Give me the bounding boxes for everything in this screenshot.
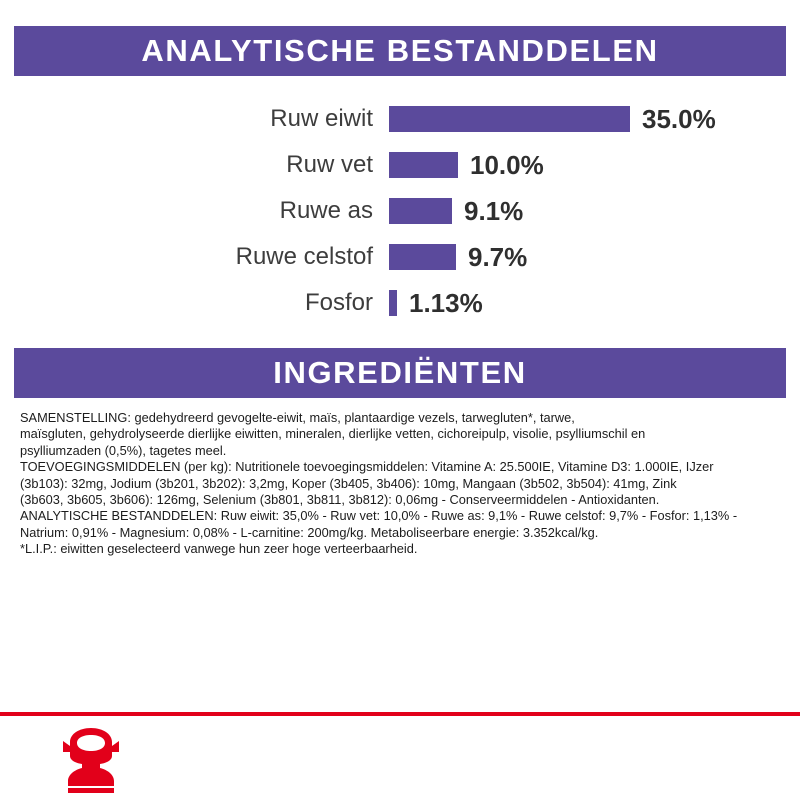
chart-bar-wrapper [389, 242, 786, 273]
ingredients-line: maïsgluten, gehydrolyseerde dierlijke eiwitten, mineralen, dierlijke vetten, cichoreipulp, visolie, psylliumschil en [20, 426, 646, 442]
ingredients-line: *L.I.P.: eiwitten geselecteerd vanwege hun zeer hoge verteerbaarheid. [20, 541, 418, 557]
chart-bar [389, 198, 452, 224]
ingredients-line: Natrium: 0,91% - Magnesium: 0,08% - L-carnitine: 200mg/kg. Metaboliseerbare energie: 3.352kcal/kg. [20, 524, 599, 540]
analytical-constituents-header: ANALYTISCHE BESTANDDELEN [14, 26, 786, 76]
chart-bar [389, 290, 397, 316]
ingredients-line: ANALYTISCHE BESTANDDELEN: Ruw eiwit: 35,0% - Ruw vet: 10,0% - Ruwe as: 9,1% - Ruwe celstof: 9,7% - Fosfor: 1,13% - [20, 508, 738, 524]
chart-row [14, 188, 786, 234]
chart-row [14, 280, 786, 326]
chart-value-label: 9.7% [468, 241, 528, 272]
chart-value-label: 1.13% [409, 287, 483, 318]
ingredients-line: (3b603, 3b605, 3b606): 126mg, Selenium (3b801, 3b811, 3b812): 0,06mg - Conserveermiddelen - Antioxidanten. [20, 492, 660, 508]
chart-category-label: Ruwe as [279, 197, 373, 224]
chart-bar [389, 244, 456, 270]
chart-value-label: 10.0% [470, 149, 544, 180]
chart-category-label: Fosfor [304, 289, 373, 316]
ingredients-line: psylliumzaden (0,5%), tagetes meel. [20, 442, 227, 458]
chart-bar-wrapper [389, 104, 786, 135]
ingredients-line: (3b103): 32mg, Jodium (3b201, 3b202): 3,2mg, Koper (3b405, 3b406): 10mg, Mangaan (3b502, 3b504): 41mg, Zink [20, 475, 677, 491]
chart-bar [389, 106, 630, 132]
footer-divider [0, 712, 800, 716]
chart-category-label: Ruw eiwit [270, 105, 373, 132]
ingredients-line: TOEVOEGINGSMIDDELEN (per kg): Nutritionele toevoegingsmiddelen: Vitamine A: 25.500IE, Vitamine D3: 1.000IE, IJzer [20, 459, 714, 475]
chart-row [14, 234, 786, 280]
chart-bar-wrapper [389, 288, 786, 319]
chart-value-label: 9.1% [464, 195, 524, 226]
analytical-constituents-chart [14, 96, 786, 326]
ingredients-header: INGREDIËNTEN [14, 348, 786, 398]
ingredients-line: SAMENSTELLING: gedehydreerd gevogelte-eiwit, maïs, plantaardige vezels, tarwegluten*, tarwe, [20, 410, 575, 425]
chart-bar [389, 152, 458, 178]
royal-canin-logo [48, 722, 134, 794]
ingredients-body [20, 410, 786, 558]
chart-category-label: Ruwe celstof [235, 243, 373, 270]
chart-row [14, 142, 786, 188]
chart-bar-wrapper [389, 150, 786, 181]
chart-row [14, 96, 786, 142]
chart-category-label: Ruw vet [286, 151, 373, 178]
chart-value-label: 35.0% [642, 103, 716, 134]
chart-bar-wrapper [389, 196, 786, 227]
